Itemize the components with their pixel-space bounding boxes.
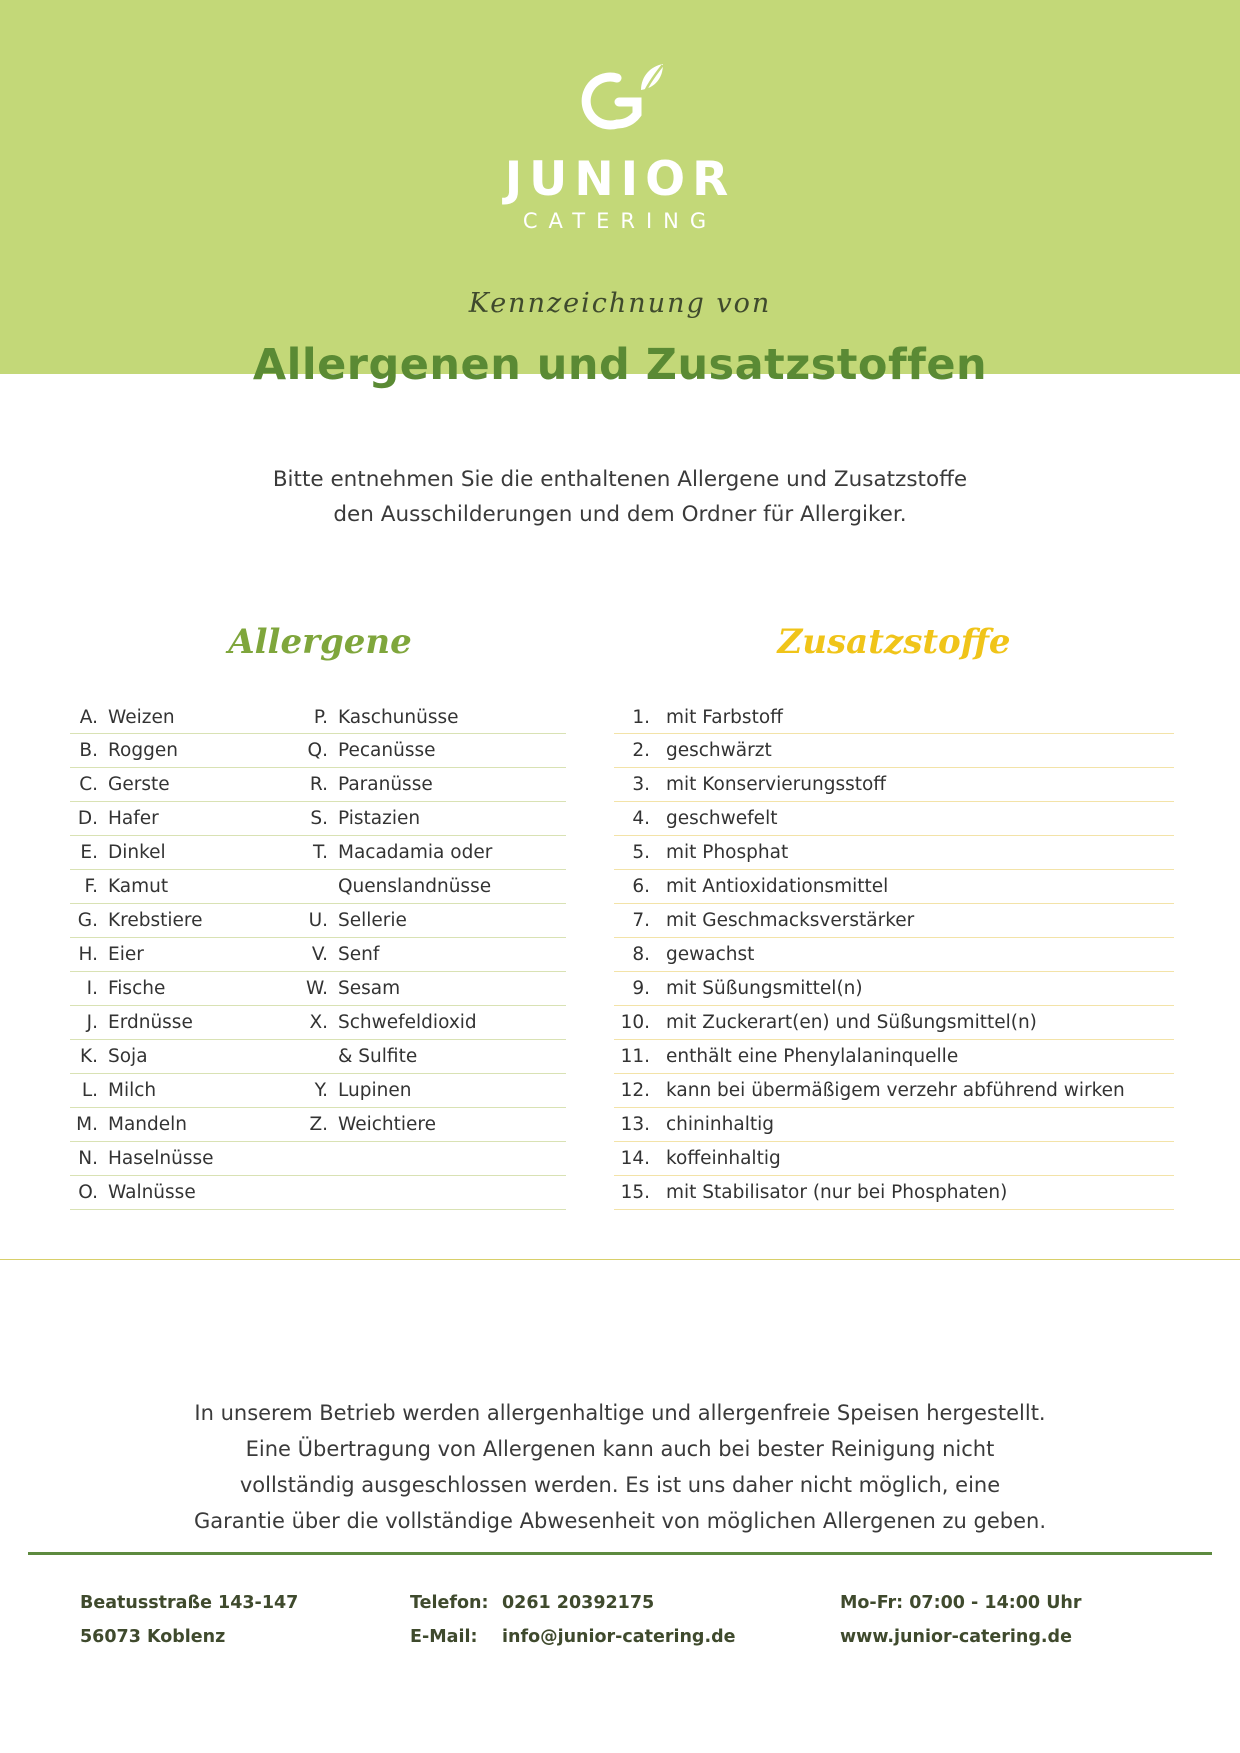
header-eyebrow: Kennzeichnung von (468, 288, 772, 319)
allergen-label: Weichtiere (338, 1114, 436, 1135)
footer-phone-value[interactable]: 0261 20392175 (502, 1593, 655, 1613)
allergen-key: A. (79, 706, 98, 728)
intro-line-2: den Ausschilderungen und dem Ordner für Allergiker. (333, 502, 907, 527)
allergen-key: U. (308, 910, 328, 931)
zusatz-number: 12. (620, 1080, 650, 1101)
allergen-label: Mandeln (108, 1114, 188, 1135)
zusatzstoffe-heading: Zusatzstoffe (777, 622, 1011, 662)
allergen-label: Dinkel (108, 842, 166, 863)
footer-contact-details (410, 1586, 736, 1654)
allergen-key: N. (78, 1148, 98, 1169)
table-row (70, 870, 566, 904)
table-row (614, 836, 1174, 870)
allergen-key: R. (309, 774, 328, 795)
allergen-label: Kaschunüsse (338, 706, 459, 728)
footer-street: Beatusstraße 143-147 (80, 1593, 299, 1613)
allergen-label: Milch (108, 1080, 157, 1101)
table-row (70, 1108, 566, 1142)
table-row (614, 1108, 1174, 1142)
allergen-label: Sellerie (338, 910, 407, 931)
footer-contact (0, 1586, 1240, 1676)
table-row (614, 938, 1174, 972)
zusatz-label: mit Konservierungsstoff (666, 774, 887, 795)
table-row (70, 972, 566, 1006)
page-title: Allergenen und Zusatzstoffen (252, 340, 988, 390)
table-row (614, 1074, 1174, 1108)
allergen-label: Pecanüsse (338, 740, 436, 761)
allergen-key: K. (79, 1046, 98, 1067)
allergen-label: Sesam (338, 978, 401, 999)
table-row (70, 1006, 566, 1040)
allergen-key: C. (79, 774, 98, 795)
footer-phone-row (410, 1586, 736, 1620)
table-row (614, 802, 1174, 836)
footer-email-value[interactable]: info@junior-catering.de (502, 1627, 736, 1647)
zusatz-label: enthält eine Phenylalaninquelle (666, 1046, 959, 1067)
allergen-label: Weizen (108, 706, 175, 728)
zusatz-label: geschwefelt (666, 808, 778, 829)
allergen-key: W. (305, 978, 328, 999)
table-row (70, 938, 566, 972)
zusatz-label: chininhaltig (666, 1114, 774, 1135)
table-row (614, 1176, 1174, 1210)
allergen-label: Haselnüsse (108, 1148, 214, 1169)
intro-text (0, 462, 1240, 532)
zusatz-number: 7. (632, 910, 650, 931)
table-row (614, 1006, 1174, 1040)
zusatz-number: 10. (620, 1012, 650, 1033)
footer-email-label: E-Mail: (410, 1627, 478, 1647)
zusatz-number: 1. (632, 706, 650, 728)
allergen-key: B. (79, 740, 98, 761)
allergen-label: Walnüsse (108, 1182, 196, 1203)
zusatzstoffe-table (614, 700, 1174, 1210)
allergen-key: J. (86, 1012, 98, 1033)
allergen-label: Pistazien (338, 808, 421, 829)
allergen-label: Gerste (108, 774, 170, 795)
intro-line-1: Bitte entnehmen Sie die enthaltenen Allergene und Zusatzstoffe (272, 467, 968, 492)
zusatz-label: koffeinhaltig (666, 1148, 781, 1169)
allergen-key: O. (78, 1182, 98, 1203)
note-line-4: Garantie über die vollständige Abwesenheit von möglichen Allergenen zu geben. (193, 1509, 1047, 1533)
allergen-key: Y. (314, 1080, 328, 1101)
allergen-key: M. (76, 1114, 98, 1135)
table-row (70, 836, 566, 870)
footer-city: 56073 Koblenz (80, 1627, 226, 1647)
table-row (70, 904, 566, 938)
table-row (614, 700, 1174, 734)
table-row (70, 734, 566, 768)
divider-yellow (0, 1259, 1240, 1260)
allergen-label: Erdnüsse (108, 1012, 193, 1033)
allergen-label: Kamut (108, 876, 169, 897)
allergen-key: D. (77, 808, 98, 829)
table-row (70, 1142, 566, 1176)
allergene-table (70, 700, 566, 1210)
zusatz-label: gewachst (666, 944, 755, 965)
allergen-label: Senf (338, 944, 380, 965)
zusatz-number: 2. (632, 740, 650, 761)
zusatz-number: 14. (620, 1148, 650, 1169)
allergen-label: & Sulfite (338, 1046, 418, 1067)
zusatz-label: mit Phosphat (666, 842, 789, 863)
allergen-key: Q. (307, 740, 328, 761)
allergen-label: Paranüsse (338, 774, 433, 795)
zusatz-label: mit Süßungsmittel(n) (666, 978, 863, 999)
allergen-key: L. (81, 1080, 98, 1101)
allergen-key: F. (84, 876, 98, 897)
allergen-label: Hafer (108, 808, 159, 829)
footer-opening-hours: Mo-Fr: 07:00 - 14:00 Uhr (840, 1593, 1082, 1613)
zusatz-number: 15. (620, 1182, 650, 1203)
allergen-key: X. (309, 1012, 328, 1033)
zusatz-number: 9. (632, 978, 650, 999)
allergen-label: Fische (108, 978, 166, 999)
zusatz-number: 11. (620, 1046, 650, 1067)
allergen-label: Lupinen (338, 1080, 412, 1101)
brand-name: JUNIOR (504, 152, 736, 207)
brand-logo (0, 56, 1240, 232)
zusatz-label: mit Farbstoff (666, 706, 783, 728)
table-row (614, 1142, 1174, 1176)
table-row (70, 802, 566, 836)
allergen-key: G. (77, 910, 98, 931)
brand-tagline: CATERING (522, 209, 718, 233)
allergen-key: V. (311, 944, 328, 965)
footer-email-row (410, 1620, 736, 1654)
zusatz-label: mit Antioxidationsmittel (666, 876, 889, 897)
table-row (614, 768, 1174, 802)
zusatz-number: 8. (632, 944, 650, 965)
zusatz-number: 3. (632, 774, 650, 795)
note-line-3: vollständig ausgeschlossen werden. Es ist uns daher nicht möglich, eine (239, 1473, 1001, 1497)
zusatz-number: 13. (620, 1114, 650, 1135)
zusatz-label: kann bei übermäßigem verzehr abführend wirken (666, 1080, 1125, 1101)
zusatz-number: 6. (632, 876, 650, 897)
table-row (614, 972, 1174, 1006)
zusatz-label: geschwärzt (666, 740, 772, 761)
footer-phone-label: Telefon: (410, 1593, 489, 1613)
zusatz-number: 4. (632, 808, 650, 829)
allergen-key: Z. (309, 1114, 328, 1135)
allergen-label: Roggen (108, 740, 178, 761)
allergen-key: I. (86, 978, 98, 999)
allergen-label: Krebstiere (108, 910, 203, 931)
footer-website[interactable]: www.junior-catering.de (840, 1627, 1072, 1647)
divider-green (28, 1552, 1212, 1555)
allergen-label: Eier (108, 944, 144, 965)
table-row (614, 904, 1174, 938)
note-line-2: Eine Übertragung von Allergenen kann auch bei bester Reinigung nicht (245, 1437, 995, 1461)
zusatz-label: mit Stabilisator (nur bei Phosphaten) (666, 1182, 1008, 1203)
allergen-label: Macadamia oder (338, 842, 493, 863)
disclaimer-note (70, 1395, 1170, 1539)
allergen-label: Soja (108, 1046, 148, 1067)
allergen-key: P. (313, 706, 328, 728)
allergene-heading: Allergene (228, 622, 412, 662)
table-row (614, 870, 1174, 904)
table-row (614, 734, 1174, 768)
zusatz-label: mit Geschmacksverstärker (666, 910, 915, 931)
allergen-key: T. (313, 842, 328, 863)
footer-hours-web (840, 1586, 1082, 1654)
allergen-key: S. (310, 808, 328, 829)
note-line-1: In unserem Betrieb werden allergenhaltige und allergenfreie Speisen hergestellt. (194, 1401, 1046, 1425)
table-row (70, 1176, 566, 1210)
zusatz-number: 5. (632, 842, 650, 863)
table-row (70, 1074, 566, 1108)
leaf-g-logo-icon (555, 56, 685, 146)
zusatz-label: mit Zuckerart(en) und Süßungsmittel(n) (666, 1012, 1037, 1033)
footer-address (80, 1586, 298, 1654)
allergen-label: Schwefeldioxid (338, 1012, 477, 1033)
allergen-key: H. (78, 944, 98, 965)
allergen-key: E. (80, 842, 98, 863)
table-row (70, 1040, 566, 1074)
table-row (614, 1040, 1174, 1074)
table-row (70, 700, 566, 734)
table-row (70, 768, 566, 802)
allergen-label: Quenslandnüsse (338, 876, 492, 897)
